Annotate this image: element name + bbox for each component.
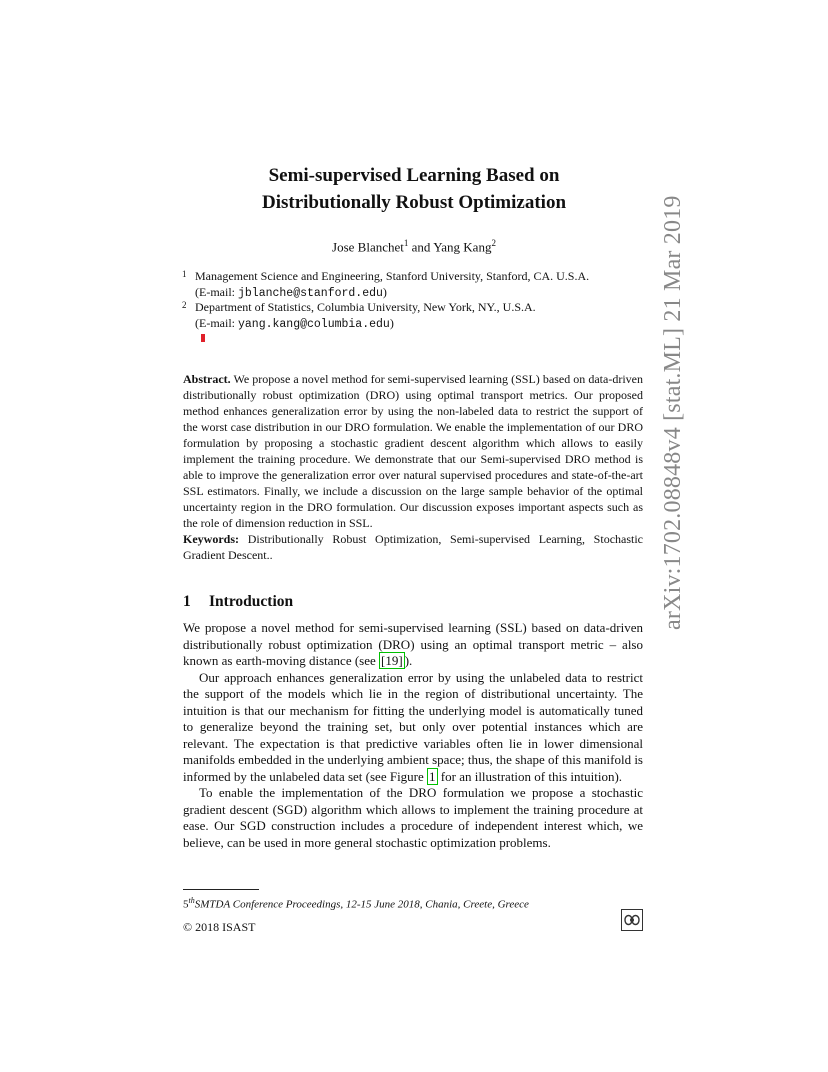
- paragraph-1-text-b: ).: [404, 653, 413, 668]
- affiliation-2-mark: 2: [182, 300, 187, 310]
- title-line-1: Semi-supervised Learning Based on: [268, 165, 560, 186]
- isast-logo-icon: [621, 909, 643, 931]
- intro-body: [183, 620, 643, 851]
- section-number: 1: [183, 593, 191, 610]
- paper-title: [0, 162, 828, 216]
- email-suffix: ): [389, 316, 394, 330]
- keywords-text: Distributionally Robust Optimization, Semi-supervised Learning, Stochastic Gradient Descent..: [183, 532, 644, 562]
- arxiv-stamp: [637, 140, 686, 630]
- author-2-mark: 2: [491, 238, 496, 248]
- author-and: and: [411, 239, 431, 255]
- abstract-body: [183, 371, 643, 531]
- author-2: Yang Kang: [433, 239, 492, 255]
- abstract-label: Abstract.: [183, 372, 231, 386]
- paragraph-2-text-a: Our approach enhances generalization error by using the unlabeled data to restrict the support of the models which lie in the region of distributional uncertainty. The intuition is that our mechanism for fitting the underlying model is automatically tuned to generalize beyond the training set, but only over potential instances which are relevant. The expectation is that predictive variables often lie in lower dimensional manifolds embedded in the underlying ambient space; thus, the shape of this manifold is informed by the unlabeled data set (see Figure: [183, 669, 643, 784]
- paragraph-2: [183, 670, 643, 786]
- affiliation-1-text: Management Science and Engineering, Stanford University, Stanford, CA. U.S.A.: [195, 269, 590, 283]
- affiliation-1-email[interactable]: jblanche@stanford.edu: [237, 287, 383, 300]
- affiliation-2-email-line: [183, 315, 643, 333]
- footnote-sup: th: [188, 896, 195, 905]
- keywords-label: Keywords:: [183, 532, 239, 546]
- paragraph-1-text-a: We propose a novel method for semi-supervised learning (SSL) based on data-driven distributionally robust optimization (DRO) using an optimal transport metric – also known as earth-moving distance (see: [183, 620, 643, 668]
- paragraph-2-text-b: for an illustration of this intuition).: [437, 768, 623, 784]
- abstract: [183, 371, 643, 563]
- footnote-text: SMTDA Conference Proceedings, 12-15 June 2018, Chania, Creete, Greece: [194, 898, 529, 911]
- affiliation-2: [183, 299, 643, 333]
- footnote: [183, 896, 643, 911]
- affiliation-2-text: Department of Statistics, Columbia University, New York, NY., U.S.A.: [195, 300, 536, 314]
- email-prefix: (E-mail:: [195, 316, 238, 330]
- title-line-2: Distributionally Robust Optimization: [261, 192, 567, 213]
- abstract-text: We propose a novel method for semi-supervised learning (SSL) based on data-driven distributionally robust optimization (DRO) using optimal transport metrics. Our proposed method enhances generalization error by using the non-labeled data to restrict the support of the worst case distribution in our DRO formulation. We enable the implementation of our DRO formulation by proposing a stochastic gradient descent algorithm which allows to easily implement the training procedure. We demonstrate that our Semi-supervised DRO method is able to improve the generalization error over natural supervised procedures and state-of-the-art SSL estimators. Finally, we include a discussion on the large sample behavior of the optimal uncertainty region in the DRO formulation. Our discussion exposes important aspects such as the role of dimension reduction in SSL.: [183, 372, 643, 530]
- email-suffix: ): [382, 285, 387, 299]
- footnote-num: 5: [183, 898, 189, 911]
- author-1: Jose Blanchet: [332, 239, 404, 255]
- section-heading: [183, 593, 293, 611]
- arxiv-stamp-text: arXiv:1702.08848v4 [stat.ML] 21 Mar 2019: [660, 195, 686, 630]
- affiliation-1-mark: 1: [182, 269, 187, 279]
- keywords: [183, 531, 643, 563]
- footnote-rule: [183, 889, 259, 890]
- citation-link-19[interactable]: [19]: [381, 653, 403, 668]
- red-mark: [201, 334, 205, 342]
- paragraph-1: [183, 620, 643, 670]
- author-list: [0, 238, 828, 255]
- figure-link-1[interactable]: 1: [429, 768, 436, 784]
- paragraph-3: To enable the implementation of the DRO formulation we propose a stochastic gradient descent (SGD) algorithm which allows to implement the training procedure at ease. Our SGD construction includes a procedure of independent interest which, we believe, can be used in more general stochastic optimization problems.: [183, 785, 643, 850]
- email-prefix: (E-mail:: [195, 285, 238, 299]
- section-title: Introduction: [209, 593, 294, 610]
- affiliation-2-email[interactable]: yang.kang@columbia.edu: [237, 318, 390, 331]
- copyright: © 2018 ISAST: [183, 920, 256, 934]
- author-1-mark: 1: [403, 238, 409, 248]
- affiliation-1: [183, 268, 643, 302]
